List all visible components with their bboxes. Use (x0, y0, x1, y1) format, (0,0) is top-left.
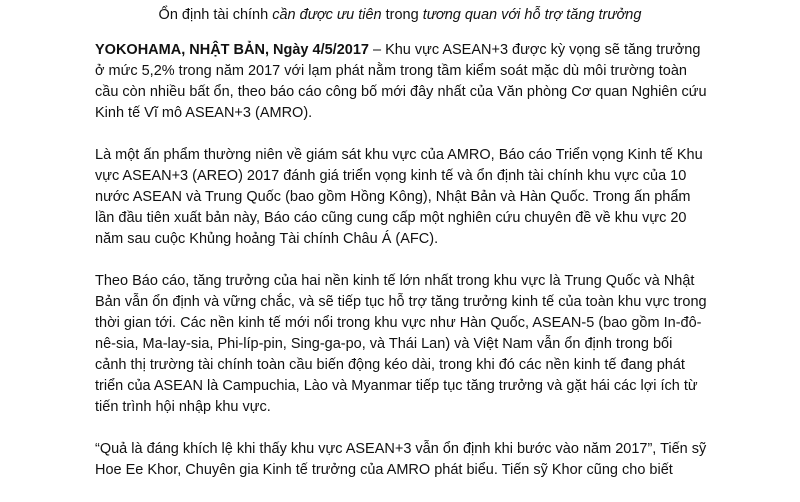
paragraph-2 (95, 145, 735, 250)
document-body (95, 40, 735, 502)
paragraph-line: Là một ấn phẩm thường niên về giám sát khu vực của AMRO, Báo cáo Triển vọng Kinh tế Khu (95, 147, 703, 163)
dateline: YOKOHAMA, NHẬT BẢN, Ngày 4/5/2017 (95, 42, 369, 58)
paragraph-line: ở mức 5,2% trong năm 2017 với lạm phát nằm trong tầm kiểm soát mặc dù môi trường toàn (95, 63, 687, 79)
document-subtitle (0, 5, 800, 25)
paragraph-line: Kinh tế Vĩ mô ASEAN+3 (AMRO). (95, 105, 313, 121)
subtitle-part-3: trong (385, 7, 419, 23)
paragraph-line: tiến trình hội nhập khu vực. (95, 399, 271, 415)
subtitle-part-6: tăng trưởng (566, 7, 642, 23)
paragraph-line: năm sau cuộc Khủng hoảng Tài chính Châu Á (AFC). (95, 231, 439, 247)
paragraph-line: vực ASEAN+3 (AREO) 2017 đánh giá triển vọng kinh tế và ổn định tài chính khu vực của 10 (95, 168, 687, 184)
paragraph-line: cầu còn nhiều bất ổn, theo báo cáo công bố mới đây nhất của Văn phòng Cơ quan Nghiên cứu (95, 84, 707, 100)
subtitle-part-4: tương quan (422, 7, 498, 23)
paragraph-3 (95, 271, 735, 418)
paragraph-line: Bản vẫn ổn định và vững chắc, và sẽ tiếp tục hỗ trợ tăng trưởng kinh tế của toàn khu vực trong (95, 294, 707, 310)
paragraph-line: Hoe Ee Khor, Chuyên gia Kinh tế trưởng của AMRO phát biểu. Tiến sỹ Khor cũng cho biết (95, 462, 673, 478)
paragraph-line: nê-sia, Ma-lay-sia, Phi-líp-pin, Sing-ga-po, và Thái Lan) và Việt Nam vẫn ổn định trong bối (95, 336, 673, 352)
paragraph-4 (95, 439, 735, 481)
paragraph-line: Theo Báo cáo, tăng trưởng của hai nền kinh tế lớn nhất trong khu vực là Trung Quốc và Nhật (95, 273, 695, 289)
subtitle-part-2: cần được ưu tiên (272, 7, 382, 23)
subtitle-part-1: Ổn định tài chính (158, 7, 269, 23)
paragraph-line (95, 40, 735, 61)
paragraph-line: nước ASEAN và Trung Quốc (bao gồm Hồng Kông), Nhật Bản và Hàn Quốc. Trong ấn phẩm (95, 189, 691, 205)
paragraph-line: triển của ASEAN là Campuchia, Lào và Myanmar tiếp tục tăng trưởng và gặt hái các lợi ích từ (95, 378, 698, 394)
paragraph-line: “Quả là đáng khích lệ khi thấy khu vực ASEAN+3 vẫn ổn định khi bước vào năm 2017”, Tiến sỹ (95, 441, 707, 457)
lead-text: – Khu vực ASEAN+3 được kỳ vọng sẽ tăng trưởng (368, 42, 701, 58)
paragraph-line: thời gian tới. Các nền kinh tế mới nổi trong khu vực như Hàn Quốc, ASEAN-5 (bao gồm In-đô- (95, 315, 702, 331)
paragraph-line: lần đầu tiên xuất bản này, Báo cáo cũng cung cấp một nghiên cứu chuyên đề về khu vực 20 (95, 210, 687, 226)
subtitle-part-5: với hỗ trợ (501, 7, 563, 23)
paragraph-1 (95, 40, 735, 124)
paragraph-line: cảnh thị trường tài chính toàn cầu biến động kéo dài, trong khi đó các nền kinh tế đang phát (95, 357, 685, 373)
